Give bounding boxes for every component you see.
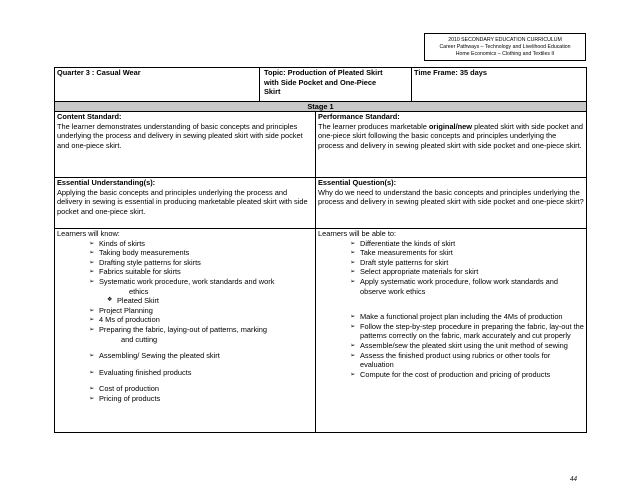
arrow-bullet-icon: ➢ <box>89 277 95 285</box>
list-item: ➢ Pricing of products <box>89 393 161 403</box>
topic-text: Topic: Production of Pleated Skirt with Side Pocket and One-Piece Skirt <box>264 68 383 97</box>
curriculum-table <box>54 67 587 433</box>
content-standard-cell <box>55 112 316 178</box>
stage-label: Stage 1 <box>55 102 587 112</box>
curriculum-header-box <box>424 33 586 61</box>
arrow-bullet-icon: ➢ <box>350 351 356 359</box>
list-item: ➢ Cost of production <box>89 384 159 394</box>
list-item: ➢ Make a functional project plan including the 4Ms of production <box>350 312 563 322</box>
performance-standard-title: Performance Standard: <box>318 112 400 121</box>
list-item: ➢ Fabrics suitable for skirts <box>89 267 181 277</box>
arrow-bullet-icon: ➢ <box>89 385 95 393</box>
list-item: ➢ Select appropriate materials for skirt <box>350 267 479 277</box>
arrow-bullet-icon: ➢ <box>89 394 95 402</box>
know-list <box>57 239 313 404</box>
list-item: ➢ Differentiate the kinds of skirt <box>350 238 456 248</box>
arrow-bullet-icon: ➢ <box>350 341 356 349</box>
quarter-cell: Quarter 3 : Casual Wear <box>55 68 260 102</box>
performance-standard-cell <box>316 112 587 178</box>
content-standard-title: Content Standard: <box>57 112 122 121</box>
essential-understanding-text: Applying the basic concepts and principles underlying the process and delivery in sewing is essential in producing marketable pleated skirt with side pocket and one-piece skirt. <box>57 187 308 216</box>
arrow-bullet-icon: ➢ <box>89 325 95 333</box>
time-frame-cell: Time Frame: 35 days <box>412 68 587 102</box>
list-item: ➢ Preparing the fabric, laying-out of patterns, marking and cutting <box>89 324 268 344</box>
list-item: ➢ Assemble/sew the pleated skirt using the unit method of sewing <box>350 340 568 350</box>
arrow-bullet-icon: ➢ <box>89 268 95 276</box>
list-item: ➢ Drafting style patterns for skirts <box>89 257 201 267</box>
list-item: ➢ Kinds of skirts <box>89 238 146 248</box>
arrow-bullet-icon: ➢ <box>89 368 95 376</box>
arrow-bullet-icon: ➢ <box>350 258 356 266</box>
arrow-bullet-icon: ➢ <box>350 249 356 257</box>
list-item: ➢ 4 Ms of production <box>89 315 160 325</box>
essential-question-cell <box>316 178 587 229</box>
learners-do-title: Learners will be able to: <box>318 229 397 238</box>
list-item: ➢ Follow the step-by-step procedure in preparing the fabric, lay-out the patterns correctly on the fabric, mark accurately and cut properly <box>350 321 584 341</box>
essential-question-title: Essential Question(s): <box>318 178 397 187</box>
list-item: ➢ Systematic work procedure, work standards and work ethics <box>89 276 275 296</box>
arrow-bullet-icon: ➢ <box>350 268 356 276</box>
topic-cell <box>260 68 412 102</box>
arrow-bullet-icon: ➢ <box>89 352 95 360</box>
learners-know-cell <box>55 229 316 433</box>
learners-know-title: Learners will know: <box>57 229 120 238</box>
diamond-bullet-icon: ❖ <box>107 297 113 304</box>
list-item: ➢ Compute for the cost of production and pricing of products <box>350 369 551 379</box>
list-item: ➢ Evaluating finished products <box>89 367 192 377</box>
list-item: ➢ Apply systematic work procedure, follow work standards and observe work ethics <box>350 276 558 296</box>
list-item: ➢ Draft style patterns for skirt <box>350 257 449 267</box>
do-list <box>318 239 584 380</box>
essential-understanding-title: Essential Understanding(s): <box>57 178 156 187</box>
list-item: ❖ Pleated Skirt <box>107 296 159 306</box>
arrow-bullet-icon: ➢ <box>89 258 95 266</box>
arrow-bullet-icon: ➢ <box>89 306 95 314</box>
arrow-bullet-icon: ➢ <box>350 313 356 321</box>
header-line-1: 2010 SECONDARY EDUCATION CURRICULUM <box>448 37 562 43</box>
learners-do-cell <box>316 229 587 433</box>
list-item: ➢ Assembling/ Sewing the pleated skirt <box>89 351 220 361</box>
arrow-bullet-icon: ➢ <box>350 370 356 378</box>
arrow-bullet-icon: ➢ <box>350 239 356 247</box>
arrow-bullet-icon: ➢ <box>350 277 356 285</box>
content-standard-text: The learner demonstrates understanding of basic concepts and principles underlying the process and delivery in sewing pleated skirt with side pocket and one-piece skirt. <box>57 121 303 150</box>
arrow-bullet-icon: ➢ <box>89 316 95 324</box>
arrow-bullet-icon: ➢ <box>89 239 95 247</box>
list-item: ➢ Taking body measurements <box>89 248 190 258</box>
essential-question-text: Why do we need to understand the basic concepts and principles underlying the process and delivery in sewing pleated skirt with side pocket and one-piece skirt? <box>318 187 584 207</box>
page-number: 44 <box>570 475 577 483</box>
arrow-bullet-icon: ➢ <box>350 322 356 330</box>
list-item: ➢ Assess the finished product using rubrics or other tools for evaluation <box>350 350 551 370</box>
performance-standard-text: The learner produces marketable original/new pleated skirt with side pocket and one-piece skirt following the basic concepts and principles underlying the process and delivery in sewing pleated skirt with side pocket and one-piece skirt. <box>318 121 583 150</box>
list-item: ➢ Project Planning <box>89 305 153 315</box>
list-item: ➢ Take measurements for skirt <box>350 248 453 258</box>
arrow-bullet-icon: ➢ <box>89 249 95 257</box>
essential-understanding-cell <box>55 178 316 229</box>
header-line-3: Home Economics – Clothing and Textiles II <box>455 51 555 57</box>
header-line-2: Career Pathways – Technology and Livelihood Education <box>439 44 571 50</box>
